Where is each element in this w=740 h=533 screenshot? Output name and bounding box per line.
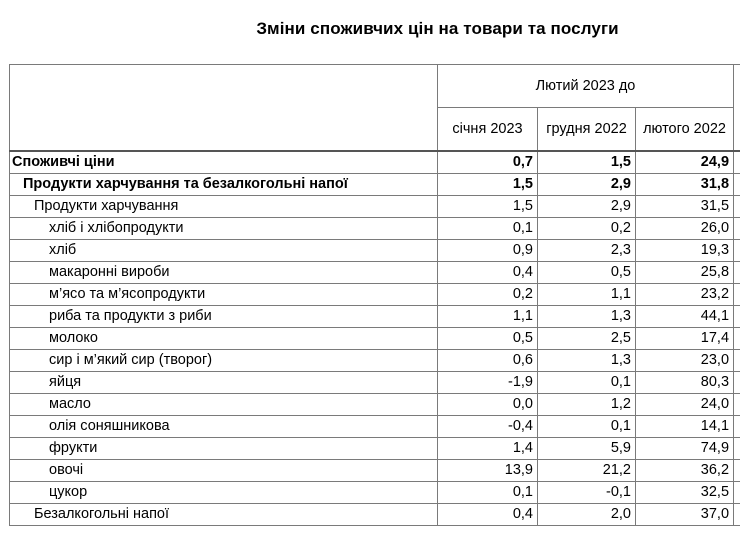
value-cell: 1,5 <box>438 174 538 196</box>
value-cell: -0,1 <box>538 482 636 504</box>
value-cell: 0,1 <box>438 218 538 240</box>
header-blank-cell <box>10 65 438 108</box>
trailing-cell <box>734 460 740 482</box>
value-cell: 0,1 <box>438 482 538 504</box>
table-row <box>10 504 740 526</box>
value-cell: 2,0 <box>538 504 636 526</box>
trailing-cell <box>734 372 740 394</box>
trailing-cell <box>734 438 740 460</box>
value-cell: 0,9 <box>438 240 538 262</box>
table-row <box>10 306 740 328</box>
value-cell: 13,9 <box>438 460 538 482</box>
value-cell: 31,8 <box>636 174 734 196</box>
value-cell: 0,6 <box>438 350 538 372</box>
value-cell: 44,1 <box>636 306 734 328</box>
value-cell: 1,3 <box>538 306 636 328</box>
trailing-cell <box>734 306 740 328</box>
value-cell: 24,9 <box>636 151 734 174</box>
row-label: Продукти харчування <box>10 196 438 218</box>
header-blank-cell <box>734 108 740 152</box>
row-label: сир і м’який сир (творог) <box>10 350 438 372</box>
row-label: овочі <box>10 460 438 482</box>
trailing-cell <box>734 482 740 504</box>
trailing-cell <box>734 416 740 438</box>
value-cell: 36,2 <box>636 460 734 482</box>
value-cell: 2,9 <box>538 196 636 218</box>
row-label: хліб і хлібопродукти <box>10 218 438 240</box>
value-cell: 0,0 <box>438 394 538 416</box>
value-cell: 23,2 <box>636 284 734 306</box>
table-row <box>10 151 740 174</box>
column-header-feb-2022: лютого 2022 <box>636 108 734 152</box>
row-label: хліб <box>10 240 438 262</box>
trailing-cell <box>734 284 740 306</box>
value-cell: 23,0 <box>636 350 734 372</box>
value-cell: 31,5 <box>636 196 734 218</box>
header-row-columns <box>10 108 740 152</box>
trailing-cell <box>734 328 740 350</box>
value-cell: -0,4 <box>438 416 538 438</box>
row-label: олія соняшникова <box>10 416 438 438</box>
row-label: масло <box>10 394 438 416</box>
value-cell: 19,3 <box>636 240 734 262</box>
value-cell: 1,5 <box>538 151 636 174</box>
table-row <box>10 240 740 262</box>
table-body <box>10 151 740 526</box>
table-row <box>10 416 740 438</box>
value-cell: 1,4 <box>438 438 538 460</box>
trailing-cell <box>734 151 740 174</box>
value-cell: 2,5 <box>538 328 636 350</box>
row-label: фрукти <box>10 438 438 460</box>
value-cell: 2,9 <box>538 174 636 196</box>
value-cell: 0,4 <box>438 262 538 284</box>
value-cell: 17,4 <box>636 328 734 350</box>
group-header: Лютий 2023 до <box>438 65 734 108</box>
value-cell: -1,9 <box>438 372 538 394</box>
trailing-cell <box>734 218 740 240</box>
value-cell: 2,3 <box>538 240 636 262</box>
row-label: Безалкогольні напої <box>10 504 438 526</box>
trailing-cell <box>734 504 740 526</box>
value-cell: 0,2 <box>438 284 538 306</box>
table-row <box>10 328 740 350</box>
row-label: макаронні вироби <box>10 262 438 284</box>
column-header-dec-2022: грудня 2022 <box>538 108 636 152</box>
value-cell: 1,3 <box>538 350 636 372</box>
price-changes-table <box>9 64 740 526</box>
row-label: Продукти харчування та безалкогольні напої <box>10 174 438 196</box>
value-cell: 1,2 <box>538 394 636 416</box>
value-cell: 1,5 <box>438 196 538 218</box>
trailing-cell <box>734 196 740 218</box>
header-row-group <box>10 65 740 108</box>
value-cell: 24,0 <box>636 394 734 416</box>
value-cell: 25,8 <box>636 262 734 284</box>
table-row <box>10 174 740 196</box>
row-label: риба та продукти з риби <box>10 306 438 328</box>
value-cell: 37,0 <box>636 504 734 526</box>
table-row <box>10 460 740 482</box>
trailing-cell <box>734 262 740 284</box>
value-cell: 74,9 <box>636 438 734 460</box>
table-row <box>10 196 740 218</box>
value-cell: 21,2 <box>538 460 636 482</box>
table-row <box>10 284 740 306</box>
row-label: м’ясо та м’ясопродукти <box>10 284 438 306</box>
trailing-cell <box>734 240 740 262</box>
table-row <box>10 372 740 394</box>
value-cell: 0,5 <box>438 328 538 350</box>
table-row <box>10 438 740 460</box>
trailing-cell <box>734 394 740 416</box>
value-cell: 1,1 <box>438 306 538 328</box>
value-cell: 14,1 <box>636 416 734 438</box>
table-row <box>10 482 740 504</box>
row-label: Споживчі ціни <box>10 151 438 174</box>
value-cell: 0,4 <box>438 504 538 526</box>
table-row <box>10 350 740 372</box>
trailing-cell <box>734 350 740 372</box>
header-blank-cell <box>10 108 438 152</box>
table-row <box>10 394 740 416</box>
value-cell: 1,1 <box>538 284 636 306</box>
value-cell: 5,9 <box>538 438 636 460</box>
row-label: цукор <box>10 482 438 504</box>
value-cell: 0,1 <box>538 416 636 438</box>
value-cell: 0,5 <box>538 262 636 284</box>
trailing-cell <box>734 174 740 196</box>
table-row <box>10 262 740 284</box>
value-cell: 0,1 <box>538 372 636 394</box>
value-cell: 0,7 <box>438 151 538 174</box>
value-cell: 80,3 <box>636 372 734 394</box>
table-title: Зміни споживчих цін на товари та послуги <box>256 19 619 38</box>
row-label: молоко <box>10 328 438 350</box>
row-label: яйця <box>10 372 438 394</box>
table-row <box>10 218 740 240</box>
header-blank-cell <box>734 65 740 108</box>
column-header-jan-2023: січня 2023 <box>438 108 538 152</box>
value-cell: 26,0 <box>636 218 734 240</box>
value-cell: 0,2 <box>538 218 636 240</box>
value-cell: 32,5 <box>636 482 734 504</box>
